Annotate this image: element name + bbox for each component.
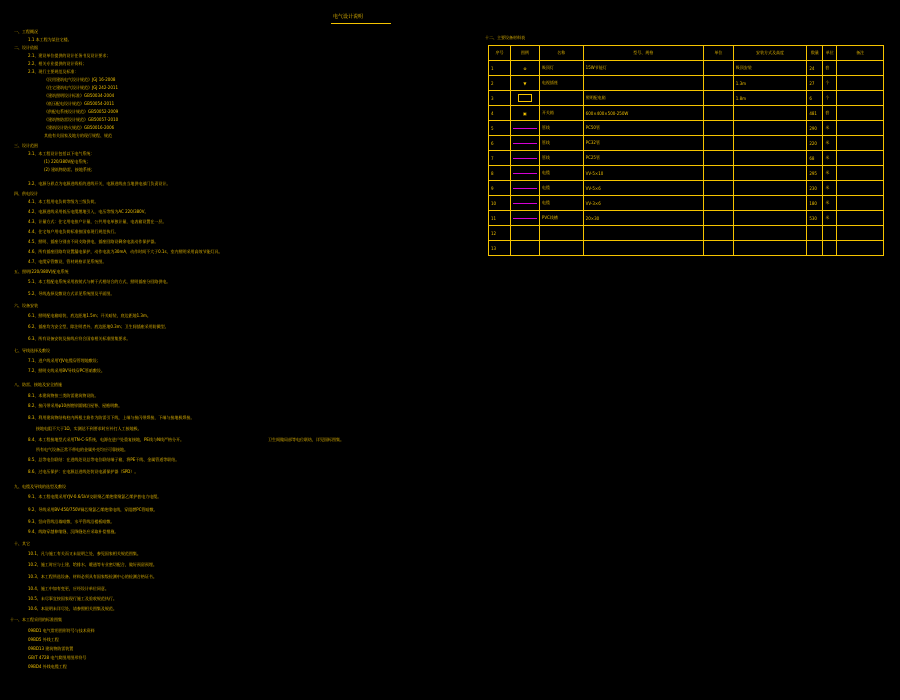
- cell-u: 个: [823, 91, 837, 106]
- note-line: (2) 建筑物防雷、接地系统；: [44, 167, 95, 172]
- table-row: [489, 181, 884, 196]
- header-cell: 数量: [807, 46, 823, 61]
- cell-qty: 68: [807, 151, 823, 166]
- cell-name: 电缆: [539, 166, 583, 181]
- note-line: 4.7、电缆穿管敷设，管材规格详见系统图。: [28, 259, 107, 264]
- cell-no: 12: [489, 226, 511, 241]
- note-line: 7.2、照明支线采用BV导线穿PC管暗敷设。: [28, 368, 105, 373]
- note-line: 《供配电系统设计规范》GB50052-2009: [44, 109, 119, 114]
- table-row: [489, 106, 884, 121]
- cell-mount: [733, 121, 807, 136]
- cell-qty: 530: [807, 211, 823, 226]
- table-row: [489, 241, 884, 256]
- cell-unit: [703, 166, 733, 181]
- note-line: 3.1、本工程设计包括以下电气系统：: [28, 151, 95, 156]
- cell-name: 电缆: [539, 181, 583, 196]
- cell-unit: [703, 91, 733, 106]
- note-line: 接地电阻不大于1Ω，实测达不到要求时应补打人工接地极。: [36, 426, 142, 431]
- cell-unit: [703, 61, 733, 76]
- note-line: 其他有关国家及地方的现行规程、规范: [44, 133, 112, 138]
- cell-spec: VV-5×6: [583, 181, 703, 196]
- table-row: [489, 226, 884, 241]
- cell-spec: VV-5×10: [583, 166, 703, 181]
- note-line: 9.1、本工程电缆采用YJV-0.6/1kV交联聚乙烯绝缘聚氯乙烯护套电力电缆。: [28, 494, 162, 499]
- note-line: 8.1、本建筑物按三类防雷建筑物设防。: [28, 393, 99, 398]
- header-cell: 序号: [489, 46, 511, 61]
- table-row: [489, 151, 884, 166]
- cell-name: 管线: [539, 151, 583, 166]
- cell-spec: [583, 226, 703, 241]
- line-symbol-icon: [513, 158, 537, 159]
- header-cell: 单位: [823, 46, 837, 61]
- note-line: 《民用建筑电气设计规范》JGJ 16-2008: [44, 77, 116, 82]
- cell-note: [837, 226, 884, 241]
- cell-name: 电缆: [539, 196, 583, 211]
- note-line: 七、导线选择及敷设: [14, 348, 50, 353]
- cell-qty: [807, 226, 823, 241]
- cell-note: [837, 196, 884, 211]
- legend-symbol-icon: ⊗: [523, 65, 527, 71]
- table-row: [489, 211, 884, 226]
- cell-qty: 295: [807, 166, 823, 181]
- note-line: 《建筑设计防火规范》GB50016-2006: [44, 125, 115, 130]
- note-line: 7.1、进户线采用YJV电缆穿管埋地敷设；: [28, 358, 101, 363]
- drawing-title: 电气设计说明: [333, 14, 364, 20]
- note-line: 十一、本工程采用的标准图集: [10, 617, 62, 622]
- header-cell: 图例: [510, 46, 539, 61]
- cell-note: [837, 121, 884, 136]
- cell-no: 13: [489, 241, 511, 256]
- note-line: 卫生间做局部等电位联结，详见国标图集。: [268, 437, 344, 442]
- header-cell: 备注: [837, 46, 884, 61]
- cell-spec: 照明配电箱: [583, 91, 703, 106]
- legend-symbol-cell: [510, 241, 539, 256]
- note-line: 所有电气设备正常不带电的金属外壳均应可靠接地。: [36, 447, 128, 452]
- note-line: 8.6、过电压保护：在电源总进线处装设电涌保护器（SPD）。: [28, 469, 139, 474]
- header-cell: 名称: [539, 46, 583, 61]
- cell-note: [837, 166, 884, 181]
- table-row: [489, 166, 884, 181]
- cell-unit: [703, 121, 733, 136]
- cell-mount: 吸顶安装: [733, 61, 807, 76]
- cell-spec: PC50管: [583, 121, 703, 136]
- cell-note: [837, 136, 884, 151]
- cell-spec: VV-3×6: [583, 196, 703, 211]
- legend-symbol-cell: [510, 151, 539, 166]
- table-caption: 十二、主要设备材料表: [485, 35, 525, 40]
- note-line: 九、电缆及导线的选型及敷设: [14, 484, 66, 489]
- note-line: 9.2、导线采用BV-450/750V铜芯聚氯乙烯绝缘电线，穿阻燃PC管暗敷。: [28, 507, 158, 512]
- legend-symbol-icon: ▣: [523, 110, 527, 116]
- cell-mount: 1.8m: [733, 91, 807, 106]
- cell-name: [539, 91, 583, 106]
- cell-unit: [703, 106, 733, 121]
- header-cell: 型号、规格: [583, 46, 703, 61]
- cell-name: 管线: [539, 121, 583, 136]
- note-line: 09BD13 建筑物防雷装置: [28, 646, 74, 651]
- cell-no: 1: [489, 61, 511, 76]
- cell-unit: [703, 196, 733, 211]
- cell-unit: [703, 211, 733, 226]
- line-symbol-icon: [513, 218, 537, 219]
- legend-symbol-cell: [510, 76, 539, 91]
- header-cell: 单位: [703, 46, 733, 61]
- cell-mount: [733, 211, 807, 226]
- cell-u: [823, 241, 837, 256]
- table-row: [489, 196, 884, 211]
- note-line: 09BD4 外线电缆工程: [28, 664, 67, 669]
- legend-symbol-cell: [510, 166, 539, 181]
- cell-spec: [583, 241, 703, 256]
- cell-no: 9: [489, 181, 511, 196]
- cell-unit: [703, 226, 733, 241]
- note-line: 六、设备安装: [14, 303, 38, 308]
- cell-mount: 1.3m: [733, 76, 807, 91]
- note-line: 十、其它: [14, 541, 30, 546]
- table-row: [489, 91, 884, 106]
- cell-no: 4: [489, 106, 511, 121]
- cell-note: [837, 241, 884, 256]
- note-line: 8.4、本工程接地型式采用TN-C-S系统，电源在进户处重复接地，PE线与N线严格分开。: [28, 437, 184, 442]
- note-line: 1.1 本工程为某住宅楼。: [28, 37, 72, 42]
- note-line: 9.4、线路穿越伸缩缝、沉降缝处应采取补偿措施。: [28, 529, 119, 534]
- cell-no: 6: [489, 136, 511, 151]
- cell-u: 米: [823, 181, 837, 196]
- note-line: 《低压配电设计规范》GB50054-2011: [44, 101, 115, 106]
- cell-note: [837, 181, 884, 196]
- cell-name: 管线: [539, 136, 583, 151]
- note-line: 3.2、电源分界点为电源进线柜的进线开关，电源进线由当地供电部门负责设计。: [28, 181, 171, 186]
- note-line: 2.2、相关专业提供的设计资料；: [28, 61, 87, 66]
- note-line: 10.4、施工中如有变更，应经设计单位同意。: [28, 586, 109, 591]
- cell-qty: 27: [807, 76, 823, 91]
- note-line: 《住宅建筑电气设计规范》JGJ 242-2011: [44, 85, 118, 90]
- cell-u: 米: [823, 211, 837, 226]
- cell-mount: [733, 226, 807, 241]
- note-line: 6.3、所有设备安装及接线应符合国家相关标准图集要求。: [28, 336, 131, 341]
- header-cell: 安装方式及高度: [733, 46, 807, 61]
- cell-no: 8: [489, 166, 511, 181]
- note-line: 4.5、照明、插座分别由不同支路供电，插座回路设剩余电流动作保护器。: [28, 239, 159, 244]
- note-line: 4.3、计量方式：住宅用电按户计量，公共用电单独计量，电表箱设置在一层。: [28, 219, 167, 224]
- table-row: [489, 121, 884, 136]
- cell-u: 米: [823, 151, 837, 166]
- note-line: 《建筑物防雷设计规范》GB50057-2010: [44, 117, 119, 122]
- cell-note: [837, 211, 884, 226]
- legend-symbol-cell: [510, 181, 539, 196]
- cell-unit: [703, 136, 733, 151]
- note-line: 5.2、导线选择及敷设方式详见系统图及平面图。: [28, 291, 115, 296]
- cell-no: 3: [489, 91, 511, 106]
- legend-symbol-cell: [510, 121, 539, 136]
- note-line: 8.5、总等电位联结：在进线处设总等电位联结端子箱，将PE干线、金属管道等联结。: [28, 457, 180, 462]
- cell-unit: [703, 76, 733, 91]
- cell-name: [539, 241, 583, 256]
- note-line: 09BD1 电气常用图形符号与技术资料: [28, 628, 95, 633]
- line-symbol-icon: [513, 188, 537, 189]
- cell-qty: 180: [807, 196, 823, 211]
- note-line: 10.6、本说明未详尽处，请参照相关图集及规范。: [28, 606, 117, 611]
- legend-symbol-cell: [510, 211, 539, 226]
- cell-no: 11: [489, 211, 511, 226]
- cell-spec: 15W节能灯: [583, 61, 703, 76]
- cell-name: PVC线槽: [539, 211, 583, 226]
- panel-symbol-icon: [518, 94, 532, 102]
- cell-name: 开关箱: [539, 106, 583, 121]
- note-line: 6.2、插座均为安全型，除注明者外，底边距地0.3m；卫生间插座采用防溅型。: [28, 324, 169, 329]
- cell-note: [837, 91, 884, 106]
- note-line: (1) 220/380V配电系统；: [44, 159, 91, 164]
- legend-symbol-icon: ▼: [523, 80, 527, 86]
- note-line: 8.2、接闪带采用φ10热镀锌圆钢沿屋脊、屋檐明敷。: [28, 403, 123, 408]
- cell-note: [837, 76, 884, 91]
- note-line: 4.2、电源进线采用低压电缆埋地引入，电压等级为AC 220/380V。: [28, 209, 149, 214]
- note-line: 五、照明(220/380V)配电系统: [14, 269, 69, 274]
- cell-u: 米: [823, 166, 837, 181]
- note-line: 8.3、利用建筑物结构柱内两根主筋作为防雷引下线，上端与接闪带焊接，下端与接地极焊接。: [28, 415, 195, 420]
- cell-mount: [733, 196, 807, 211]
- table-row: [489, 136, 884, 151]
- cell-u: 套: [823, 61, 837, 76]
- cell-unit: [703, 241, 733, 256]
- cell-u: [823, 226, 837, 241]
- cell-name: 吸顶灯: [539, 61, 583, 76]
- note-line: 八、防雷、接地及安全措施: [14, 382, 62, 387]
- cell-no: 2: [489, 76, 511, 91]
- note-line: 《建筑照明设计标准》GB50034-2004: [44, 93, 115, 98]
- table-row: [489, 61, 884, 76]
- cell-spec: 20×30: [583, 211, 703, 226]
- note-line: 4.4、住宅每户用电负荷标准按国家现行规范执行。: [28, 229, 119, 234]
- legend-symbol-cell: [510, 196, 539, 211]
- cell-note: [837, 61, 884, 76]
- cell-spec: PC32管: [583, 136, 703, 151]
- note-line: 6.1、照明配电箱暗装，底边距地1.5m；开关暗装，底边距地1.3m。: [28, 313, 151, 318]
- cell-qty: 24: [807, 61, 823, 76]
- cell-qty: 6: [807, 91, 823, 106]
- legend-symbol-cell: [510, 136, 539, 151]
- note-line: 2.1、建设单位提供的设计任务书及设计要求；: [28, 53, 111, 58]
- note-line: 09BD5 外线工程: [28, 637, 59, 642]
- cell-note: [837, 151, 884, 166]
- note-line: 二、设计依据: [14, 45, 38, 50]
- line-symbol-icon: [513, 203, 537, 204]
- cell-u: 个: [823, 76, 837, 91]
- legend-symbol-cell: [510, 61, 539, 76]
- cell-mount: [733, 166, 807, 181]
- line-symbol-icon: [513, 173, 537, 174]
- note-line: 2.3、现行主要规范及标准：: [28, 69, 79, 74]
- note-line: 10.5、未尽事宜按国家现行施工及验收规范执行。: [28, 596, 117, 601]
- cell-no: 7: [489, 151, 511, 166]
- cell-name: [539, 226, 583, 241]
- cell-mount: [733, 106, 807, 121]
- note-line: 4.6、所有插座回路均设置漏电保护，动作电流为30mA，动作时间不大于0.1s，室内照明采用高效节能灯具。: [28, 249, 223, 254]
- cell-mount: [733, 136, 807, 151]
- legend-symbol-cell: [510, 91, 539, 106]
- legend-symbol-cell: [510, 106, 539, 121]
- note-line: GB/T 4728 电气简图用图形符号: [28, 655, 87, 660]
- note-line: 5.1、本工程配电系统采用放射式与树干式相结合的方式，照明插座分回路供电。: [28, 279, 171, 284]
- cell-spec: [583, 76, 703, 91]
- table-row: [489, 76, 884, 91]
- note-line: 三、设计范围: [14, 143, 38, 148]
- cell-u: 套: [823, 106, 837, 121]
- cell-unit: [703, 181, 733, 196]
- cell-mount: [733, 241, 807, 256]
- cell-name: 电视插座: [539, 76, 583, 91]
- note-line: 四、供电设计: [14, 191, 38, 196]
- equipment-table: [488, 45, 884, 256]
- cell-qty: 230: [807, 181, 823, 196]
- cell-u: 米: [823, 196, 837, 211]
- note-line: 10.2、施工时应与土建、给排水、暖通等专业密切配合，做好预留预埋。: [28, 562, 157, 567]
- cell-note: [837, 106, 884, 121]
- table-header-row: [489, 46, 884, 61]
- cell-no: 10: [489, 196, 511, 211]
- cell-no: 5: [489, 121, 511, 136]
- cell-u: 米: [823, 121, 837, 136]
- cell-spec: PC25管: [583, 151, 703, 166]
- cell-mount: [733, 151, 807, 166]
- note-line: 10.3、本工程所选设备、材料必须具有国家级检测中心的检测合格证书。: [28, 574, 157, 579]
- note-line: 4.1、本工程用电负荷等级为三级负荷。: [28, 199, 99, 204]
- note-line: 10.1、凡与施工有关而又未说明之处，参见国家相关规范图集。: [28, 551, 141, 556]
- cell-u: 米: [823, 136, 837, 151]
- legend-symbol-cell: [510, 226, 539, 241]
- cell-qty: [807, 241, 823, 256]
- cell-mount: [733, 181, 807, 196]
- cell-qty: 481: [807, 106, 823, 121]
- note-line: 一、工程概况: [14, 29, 38, 34]
- cell-qty: 220: [807, 136, 823, 151]
- line-symbol-icon: [513, 143, 537, 144]
- note-line: 9.3、竖向管线沿墙暗敷，水平管线沿楼板暗敷。: [28, 519, 115, 524]
- cell-spec: 600×400×500-250W: [583, 106, 703, 121]
- cell-unit: [703, 151, 733, 166]
- cell-qty: 290: [807, 121, 823, 136]
- line-symbol-icon: [513, 128, 537, 129]
